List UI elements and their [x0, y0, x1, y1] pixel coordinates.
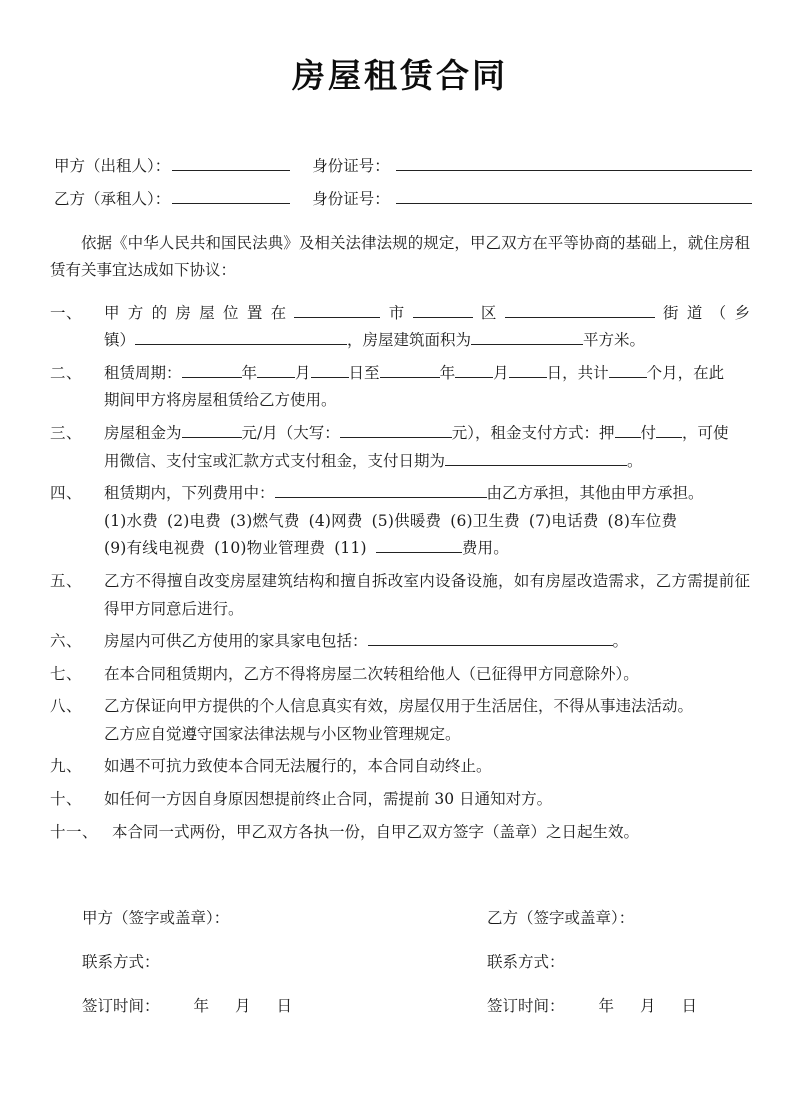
end-day-blank[interactable]	[509, 362, 547, 378]
fee-item: (5)供暖费	[371, 511, 442, 530]
furniture-blank[interactable]	[368, 630, 613, 646]
clause-text: 房屋内可供乙方使用的家具家电包括： 。	[104, 632, 629, 651]
lessee-id-blank[interactable]	[396, 188, 752, 204]
clause-item-1	[48, 300, 752, 355]
fee-item: (4)网费	[308, 511, 363, 530]
lessor-name-blank[interactable]	[172, 155, 290, 171]
clause-text	[104, 693, 750, 748]
signature-column-party-a	[82, 908, 417, 1039]
clause-text: 如任何一方因自身原因想提前终止合同，需提前 30 日通知对方。	[104, 790, 553, 808]
clause-item-11	[48, 819, 752, 847]
clause-number: 六、	[50, 632, 83, 651]
lessor-label: 甲方（出租人）：	[54, 157, 171, 175]
clause-1-line-2: 镇） ，房屋建筑面积为 平方米。	[104, 331, 646, 350]
other-fee-blank[interactable]	[376, 538, 462, 554]
clause-item-10	[48, 786, 752, 814]
party-a-year: 年	[193, 996, 210, 1015]
clause-8-line-2: 乙方应自觉遵守国家法律法规与小区物业管理规定。	[104, 724, 461, 743]
fee-item: (3)燃气费	[229, 511, 300, 530]
lessee-row	[54, 188, 752, 210]
start-day-blank[interactable]	[311, 362, 349, 378]
total-months-blank[interactable]	[609, 362, 647, 378]
clause-text: 乙方不得擅自改变房屋建筑结构和擅自拆改室内设备设施，如有房屋改造需求，乙方需提前征得甲方同意后进行。	[104, 571, 750, 618]
party-b-month: 月	[640, 996, 656, 1015]
clause-8-line-1: 乙方保证向甲方提供的个人信息真实有效，房屋仅用于生活居住，不得从事违法活动。	[104, 697, 694, 716]
clause-4-line-1: 租赁期内，下列费用中： 由乙方承担，其他由甲方承担。	[104, 484, 704, 503]
clause-text: 在本合同租赁期内，乙方不得将房屋二次转租给他人（已征得甲方同意除外）。	[104, 664, 639, 683]
clause-text	[104, 300, 750, 355]
lessor-id-blank[interactable]	[396, 155, 752, 171]
page-title: 房屋租赁合同	[292, 56, 508, 95]
party-b-day: 日	[681, 996, 698, 1015]
clause-text	[104, 420, 750, 475]
clause-text: 如遇不可抗力致使本合同无法履行的，本合同自动终止。	[104, 757, 492, 776]
party-b-date-label: 签订时间：	[487, 996, 565, 1015]
lessor-id-label: 身份证号：	[312, 157, 390, 175]
clause-item-8	[48, 693, 752, 748]
party-b-date-row[interactable]	[487, 996, 800, 1018]
signature-column-party-b	[417, 908, 800, 1039]
lessee-label: 乙方（承租人）：	[54, 190, 171, 208]
fee-list-row-1	[104, 508, 750, 536]
end-year-blank[interactable]	[380, 362, 440, 378]
clause-text	[104, 480, 750, 563]
clause-number: 三、	[50, 424, 83, 443]
signature-block	[48, 908, 752, 1039]
clause-number: 五、	[50, 571, 83, 590]
fee-item: (6)卫生费	[450, 511, 520, 530]
clause-2-line-1: 租赁周期： 年 月 日至 年 月 日，共计 个月，在此	[104, 363, 725, 382]
lessee-name-blank[interactable]	[172, 188, 290, 204]
fee-item: (10)物业管理费	[214, 539, 326, 558]
street-blank[interactable]	[505, 302, 655, 318]
clause-item-7	[48, 661, 752, 689]
district-blank[interactable]	[413, 302, 473, 318]
fee-item: (8)车位费	[607, 511, 678, 530]
clause-3-line-1: 房屋租金为 元/月（大写： 元），租金支付方式：押 付 ，可使	[104, 424, 729, 443]
clause-number: 八、	[50, 697, 83, 716]
clause-number: 十、	[50, 790, 83, 808]
rent-amount-words-blank[interactable]	[340, 422, 452, 438]
fee-item: (9)有线电视费	[104, 539, 206, 558]
clause-number: 七、	[50, 664, 83, 683]
party-a-sign-label[interactable]: 甲方（签字或盖章）：	[82, 909, 230, 928]
party-b-contact-label[interactable]: 联系方式：	[487, 952, 565, 971]
clause-2-line-2: 期间甲方将房屋租赁给乙方使用。	[104, 391, 337, 410]
party-a-date-row[interactable]	[82, 996, 417, 1018]
clause-1-line-1: 甲方的房屋位置在 市 区 街道（乡	[104, 303, 750, 322]
clause-3-line-2: 用微信、支付宝或汇款方式支付租金，支付日期为 。	[104, 451, 643, 470]
party-a-month: 月	[235, 996, 251, 1015]
clause-item-6	[48, 628, 752, 656]
clause-item-4	[48, 480, 752, 563]
clause-item-2	[48, 360, 752, 415]
party-a-contact-label[interactable]: 联系方式：	[82, 952, 160, 971]
area-blank[interactable]	[471, 330, 583, 346]
payment-count-blank[interactable]	[656, 422, 682, 438]
start-year-blank[interactable]	[182, 362, 242, 378]
end-month-blank[interactable]	[455, 362, 493, 378]
fee-item: (11)	[334, 539, 367, 558]
city-blank[interactable]	[294, 302, 380, 318]
clause-number: 九、	[50, 757, 83, 776]
clause-text: 本合同一式两份，甲乙双方各执一份，自甲乙双方签字（盖章）之日起生效。	[112, 822, 640, 841]
party-a-day: 日	[276, 996, 293, 1015]
party-b-year: 年	[598, 996, 615, 1015]
lessor-row	[54, 155, 752, 177]
clause-number: 二、	[50, 363, 83, 382]
clause-item-5	[48, 568, 752, 623]
party-a-date-label: 签订时间：	[82, 996, 160, 1015]
party-b-sign-label[interactable]: 乙方（签字或盖章）：	[487, 909, 635, 928]
lessee-id-label: 身份证号：	[312, 190, 390, 208]
payment-date-blank[interactable]	[445, 450, 627, 466]
fee-item: (2)电费	[166, 511, 221, 530]
fee-item: (7)电话费	[528, 511, 599, 530]
clause-item-3	[48, 420, 752, 475]
clause-list	[48, 300, 752, 846]
address-detail-blank[interactable]	[135, 330, 347, 346]
fee-list-row-2: (9)有线电视费 (10)物业管理费 (11) 费用。	[104, 539, 509, 558]
clause-number: 十一、	[50, 822, 99, 841]
fee-item: (1)水费	[104, 511, 158, 530]
clause-number: 四、	[50, 484, 83, 503]
start-month-blank[interactable]	[257, 362, 295, 378]
clause-number: 一、	[50, 303, 83, 322]
tenant-fees-blank[interactable]	[275, 483, 487, 499]
deposit-count-blank[interactable]	[615, 422, 641, 438]
clause-item-9	[48, 753, 752, 781]
clause-text	[104, 360, 750, 415]
intro-paragraph: 依据《中华人民共和国民法典》及相关法律法规的规定，甲乙双方在平等协商的基础上，就住房租赁有关事宜达成如下协议：	[50, 234, 750, 280]
rent-amount-blank[interactable]	[182, 422, 242, 438]
parties-header	[48, 155, 752, 210]
